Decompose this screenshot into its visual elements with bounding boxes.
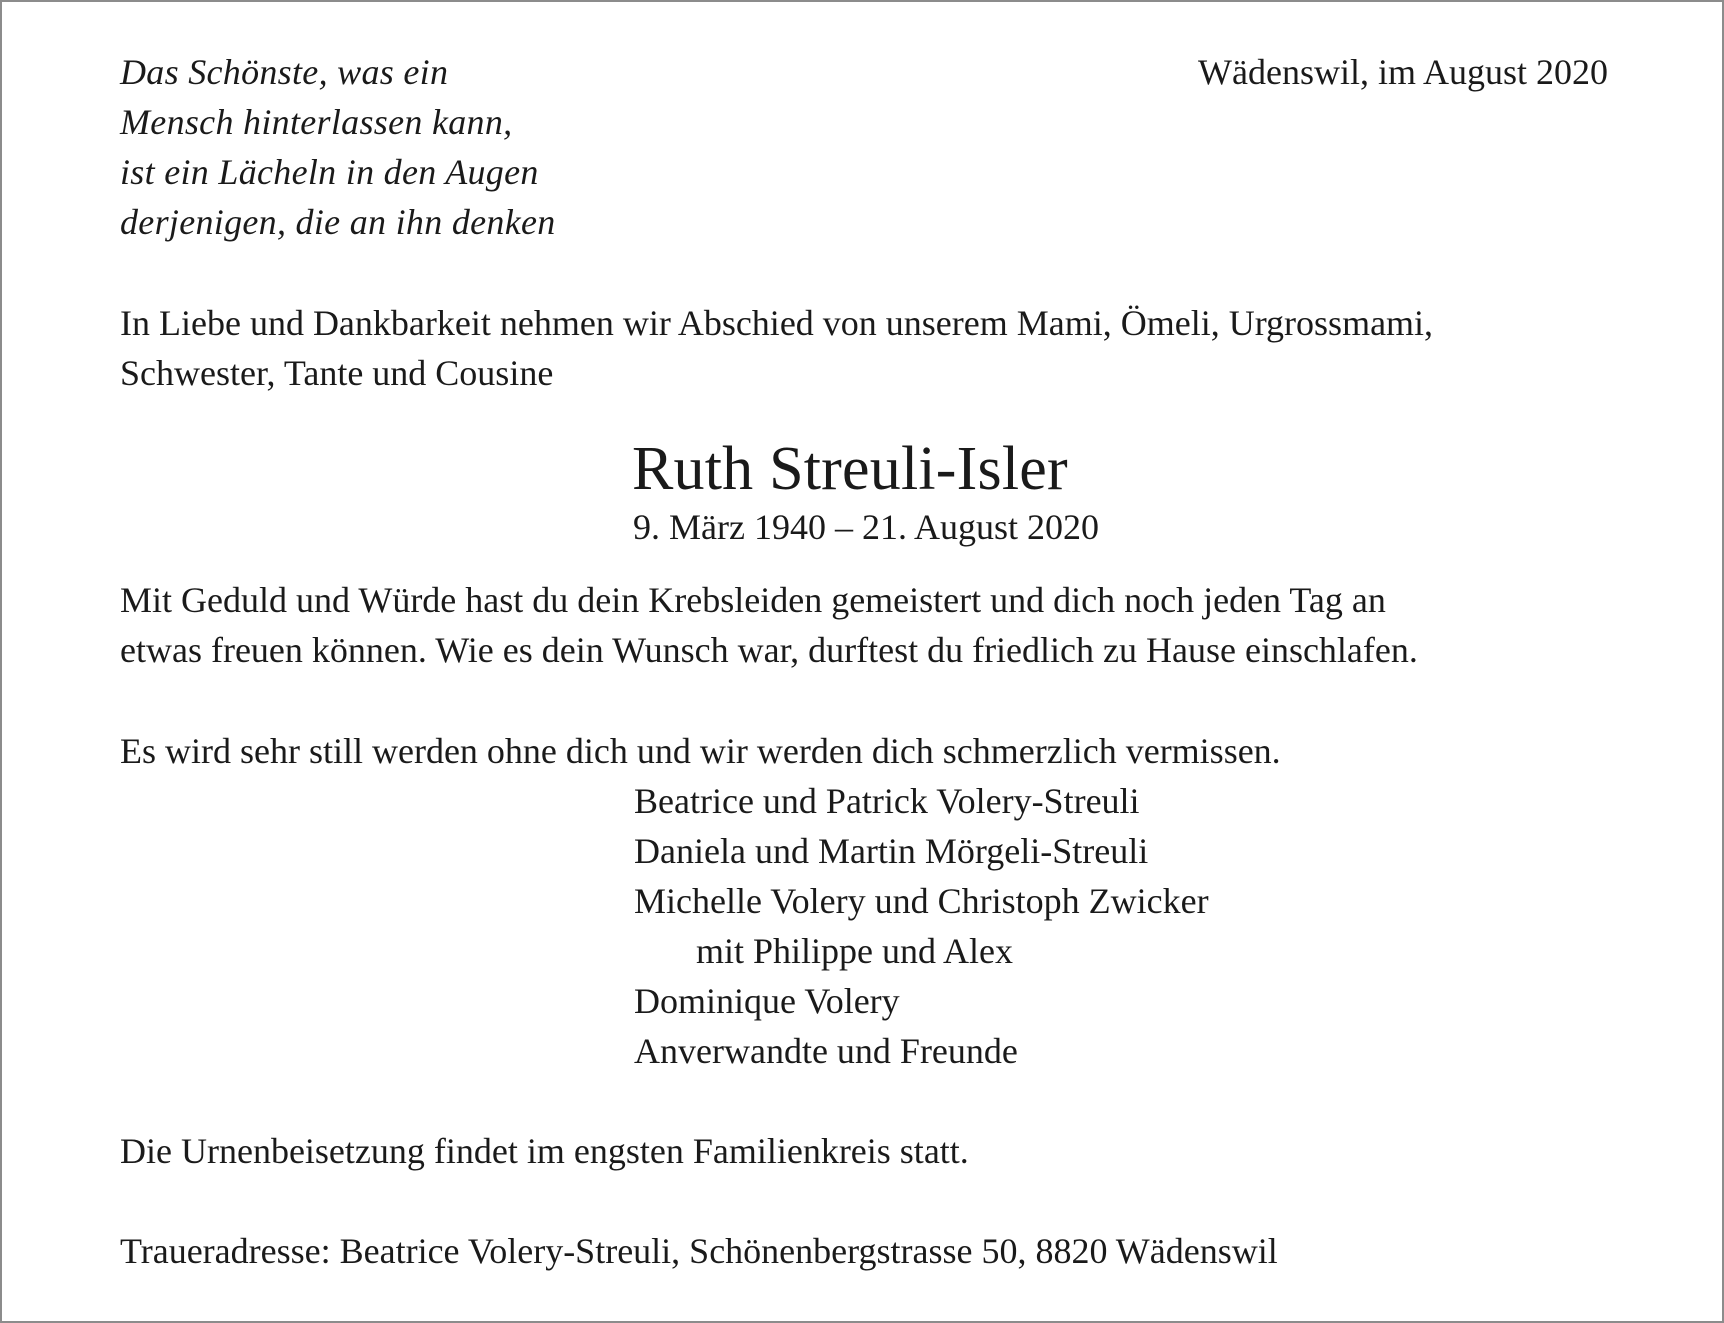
poem-line: ist ein Lächeln in den Augen xyxy=(120,152,539,192)
burial-note: Die Urnenbeisetzung findet im engsten Familienkreis statt. xyxy=(120,1131,969,1171)
farewell-paragraph xyxy=(120,726,1281,776)
mourner-entry: mit Philippe und Alex xyxy=(696,931,1014,971)
mourner-entry: Michelle Volery und Christoph Zwicker xyxy=(634,881,1209,921)
poem-line: Mensch hinterlassen kann, xyxy=(120,102,513,142)
message-line: etwas freuen können. Wie es dein Wunsch war, durftest du friedlich zu Hause einschlafen. xyxy=(120,630,1418,670)
mourner-entry: Anverwandte und Freunde xyxy=(634,1031,1018,1071)
poem xyxy=(120,47,556,247)
farewell-line: Es wird sehr still werden ohne dich und wir werden dich schmerzlich vermissen. xyxy=(120,731,1281,771)
intro-line: Schwester, Tante und Cousine xyxy=(120,353,554,393)
mourning-address: Traueradresse: Beatrice Volery-Streuli, Schönenbergstrasse 50, 8820 Wädenswil xyxy=(120,1231,1278,1271)
poem-line: derjenigen, die an ihn denken xyxy=(120,202,556,242)
poem-line: Das Schönste, was ein xyxy=(120,52,449,92)
mourner-entry: Beatrice und Patrick Volery-Streuli xyxy=(634,781,1140,821)
intro-text xyxy=(120,298,1433,398)
mourners-list xyxy=(634,776,1209,1076)
message-paragraph xyxy=(120,575,1418,675)
message-line: Mit Geduld und Würde hast du dein Krebsleiden gemeistert und dich noch jeden Tag an xyxy=(120,580,1386,620)
deceased-name: Ruth Streuli-Isler xyxy=(632,435,1068,503)
place-and-date: Wädenswil, im August 2020 xyxy=(1198,52,1608,92)
mourner-entry: Dominique Volery xyxy=(634,981,900,1021)
mourner-entry: Daniela und Martin Mörgeli-Streuli xyxy=(634,831,1149,871)
intro-line: In Liebe und Dankbarkeit nehmen wir Abschied von unserem Mami, Ömeli, Urgrossmami, xyxy=(120,303,1434,343)
life-dates: 9. März 1940 – 21. August 2020 xyxy=(633,507,1099,547)
